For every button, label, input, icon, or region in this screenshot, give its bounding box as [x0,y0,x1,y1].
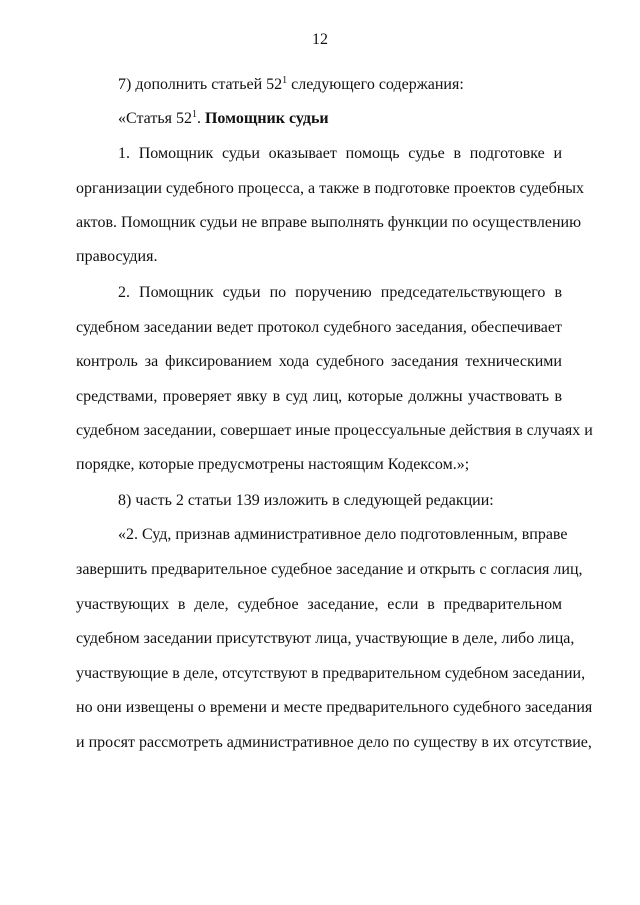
item-7-text-end: следующего содержания: [287,76,464,93]
para-3-line: завершить предварительное судебное заседание и открыть с согласия лиц, [76,561,583,578]
article-superscript: 1 [191,109,197,120]
item-8-line: 8) часть 2 статьи 139 изложить в следующей редакции: [118,492,494,509]
page-number: 12 [312,31,328,48]
article-dot: . [196,110,205,127]
para-2-line: судебном заседании, совершает иные процессуальные действия в случаях и [76,422,593,439]
para-1-line: организации судебного процесса, а также в подготовке проектов судебных [76,180,585,197]
para-3-line: участвующих в деле, судебное заседание, если в предварительном [76,596,562,613]
article-prefix: «Статья 52 [118,110,192,127]
para-3-line: но они извещены о времени и месте предварительного судебного заседания [76,699,593,716]
para-3-line: судебном заседании присутствуют лица, участвующие в деле, либо лица, [76,630,575,647]
para-2-line: порядке, которые предусмотрены настоящим Кодексом.»; [76,456,470,473]
article-heading [118,108,562,130]
para-2-line: 2. Помощник судьи по поручению председательствующего в [118,284,562,301]
para-3-line: участвующие в деле, отсутствуют в предварительном судебном заседании, [76,665,586,682]
item-7-superscript: 1 [282,75,288,86]
para-1-line: актов. Помощник судьи не вправе выполнять функции по осуществлению [76,214,582,231]
para-2-line: контроль за фиксированием хода судебного заседания техническими [76,353,562,370]
para-2-line: судебном заседании ведет протокол судебного заседания, обеспечивает [76,319,562,336]
item-7-text: 7) дополнить статьей 52 [118,76,283,93]
item-7-line [118,74,562,96]
para-2-line: средствами, проверяет явку в суд лиц, которые должны участвовать в [76,388,562,405]
para-1-line: 1. Помощник судьи оказывает помощь судье в подготовке и [118,145,562,162]
article-title: Помощник судьи [204,110,329,127]
para-3-line: «2. Суд, признав административное дело подготовленным, вправе [118,526,568,543]
para-1-line: правосудия. [76,248,158,265]
para-3-line: и просят рассмотреть административное дело по существу в их отсутствие, [76,734,592,751]
